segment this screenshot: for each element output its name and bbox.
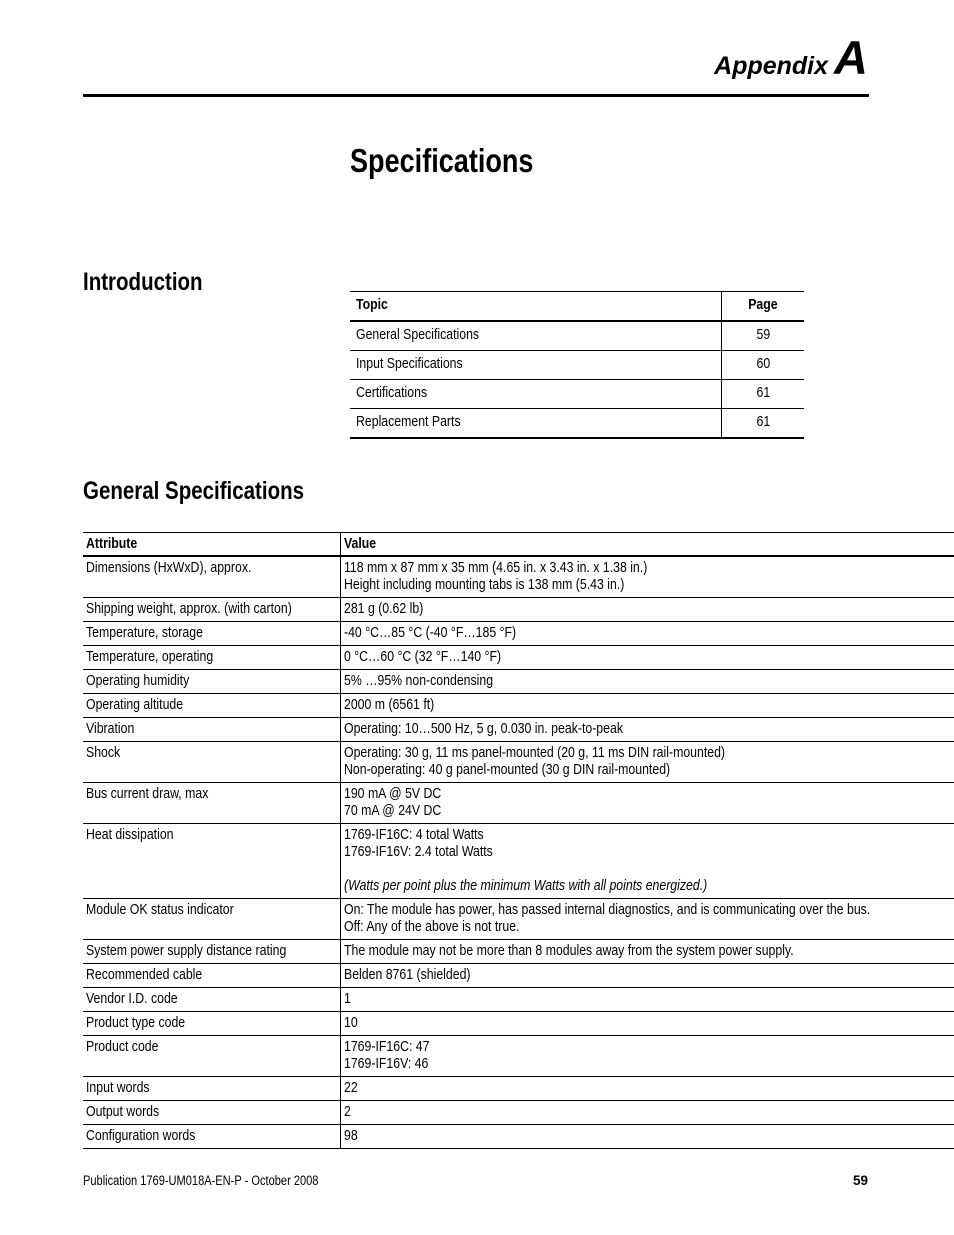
value-cell: 1769-IF16C: 4 total Watts 1769-IF16V: 2.4 total Watts (Watts per point plus the minimum Watts with all points energized.): [340, 824, 954, 899]
topic-table-header: [350, 292, 804, 322]
table-row: [83, 556, 954, 598]
topic-column-header: Topic: [350, 292, 722, 322]
attribute-cell: Product code: [83, 1036, 340, 1077]
table-row: [83, 670, 954, 694]
attribute-cell: Configuration words: [83, 1125, 340, 1149]
page-cell: 61: [722, 380, 805, 409]
table-row: [83, 1077, 954, 1101]
attribute-cell: Vendor I.D. code: [83, 988, 340, 1012]
attribute-cell: Operating altitude: [83, 694, 340, 718]
table-row: [83, 1012, 954, 1036]
table-row: [83, 622, 954, 646]
value-cell: -40 °C…85 °C (-40 °F…185 °F): [340, 622, 954, 646]
table-row: [350, 409, 804, 439]
attribute-cell: Vibration: [83, 718, 340, 742]
page-cell: 61: [722, 409, 805, 439]
appendix-word: Appendix: [714, 52, 829, 80]
attribute-cell: Temperature, storage: [83, 622, 340, 646]
value-cell: 281 g (0.62 lb): [340, 598, 954, 622]
appendix-label: [714, 30, 868, 85]
publication-footer: Publication 1769-UM018A-EN-P - October 2008: [83, 1173, 319, 1188]
topic-cell: Certifications: [350, 380, 722, 409]
value-cell: 190 mA @ 5V DC 70 mA @ 24V DC: [340, 783, 954, 824]
attribute-cell: Module OK status indicator: [83, 899, 340, 940]
table-row: [83, 598, 954, 622]
table-row: [83, 718, 954, 742]
value-cell: 10: [340, 1012, 954, 1036]
value-cell: The module may not be more than 8 modules away from the system power supply.: [340, 940, 954, 964]
value-cell: 0 °C…60 °C (32 °F…140 °F): [340, 646, 954, 670]
appendix-letter: A: [834, 31, 868, 84]
attribute-cell: Heat dissipation: [83, 824, 340, 899]
introduction-heading: Introduction: [83, 268, 203, 296]
table-row: [83, 940, 954, 964]
page-column-header: Page: [722, 292, 805, 322]
value-cell: Operating: 30 g, 11 ms panel-mounted (20 g, 11 ms DIN rail-mounted) Non-operating: 40 g panel-mounted (30 g DIN rail-mounted): [340, 742, 954, 783]
table-row: [83, 694, 954, 718]
table-row: [83, 899, 954, 940]
value-cell: Belden 8761 (shielded): [340, 964, 954, 988]
attribute-cell: Output words: [83, 1101, 340, 1125]
page-number: 59: [852, 1173, 868, 1188]
attribute-cell: Operating humidity: [83, 670, 340, 694]
topic-cell: General Specifications: [350, 321, 722, 351]
value-cell: On: The module has power, has passed internal diagnostics, and is communicating over the bus. Off: Any of the above is not true.: [340, 899, 954, 940]
table-row: [83, 1125, 954, 1149]
attribute-cell: Input words: [83, 1077, 340, 1101]
table-row: [83, 824, 954, 899]
value-cell: Operating: 10…500 Hz, 5 g, 0.030 in. peak-to-peak: [340, 718, 954, 742]
attribute-cell: Product type code: [83, 1012, 340, 1036]
heat-dissipation-note: (Watts per point plus the minimum Watts with all points energized.): [343, 877, 708, 894]
value-cell: 2: [340, 1101, 954, 1125]
page-cell: 59: [722, 321, 805, 351]
value-cell: 22: [340, 1077, 954, 1101]
table-row: [350, 321, 804, 351]
attribute-cell: Recommended cable: [83, 964, 340, 988]
attribute-cell: Shipping weight, approx. (with carton): [83, 598, 340, 622]
header-rule: [83, 94, 869, 97]
page-title: Specifications: [350, 142, 534, 179]
table-row: [350, 380, 804, 409]
table-row: [350, 351, 804, 380]
value-cell: 2000 m (6561 ft): [340, 694, 954, 718]
table-row: [83, 964, 954, 988]
attribute-cell: Shock: [83, 742, 340, 783]
value-cell: 98: [343, 1127, 358, 1144]
attribute-cell: Temperature, operating: [83, 646, 340, 670]
attribute-cell: Dimensions (HxWxD), approx.: [83, 556, 340, 598]
table-row: [83, 1101, 954, 1125]
topic-table: [350, 291, 804, 439]
table-row: [83, 646, 954, 670]
spec-table-header: [83, 533, 954, 557]
value-cell: 1769-IF16C: 47 1769-IF16V: 46: [340, 1036, 954, 1077]
topic-cell: Replacement Parts: [356, 413, 461, 430]
general-specifications-table: [83, 532, 954, 1149]
topic-cell: Input Specifications: [350, 351, 722, 380]
value-cell: 118 mm x 87 mm x 35 mm (4.65 in. x 3.43 in. x 1.38 in.) Height including mounting tabs is 138 mm (5.43 in.): [340, 556, 954, 598]
table-row: [83, 783, 954, 824]
value-cell: 5% …95% non-condensing: [340, 670, 954, 694]
table-row: [83, 988, 954, 1012]
attribute-cell: Bus current draw, max: [83, 783, 340, 824]
value-cell: 1: [340, 988, 954, 1012]
attribute-cell: System power supply distance rating: [83, 940, 340, 964]
table-row: [83, 1036, 954, 1077]
page-cell: 60: [722, 351, 805, 380]
table-row: [83, 742, 954, 783]
value-column-header: Value: [340, 533, 954, 557]
general-specifications-heading: General Specifications: [83, 477, 305, 505]
attribute-column-header: Attribute: [83, 533, 340, 557]
